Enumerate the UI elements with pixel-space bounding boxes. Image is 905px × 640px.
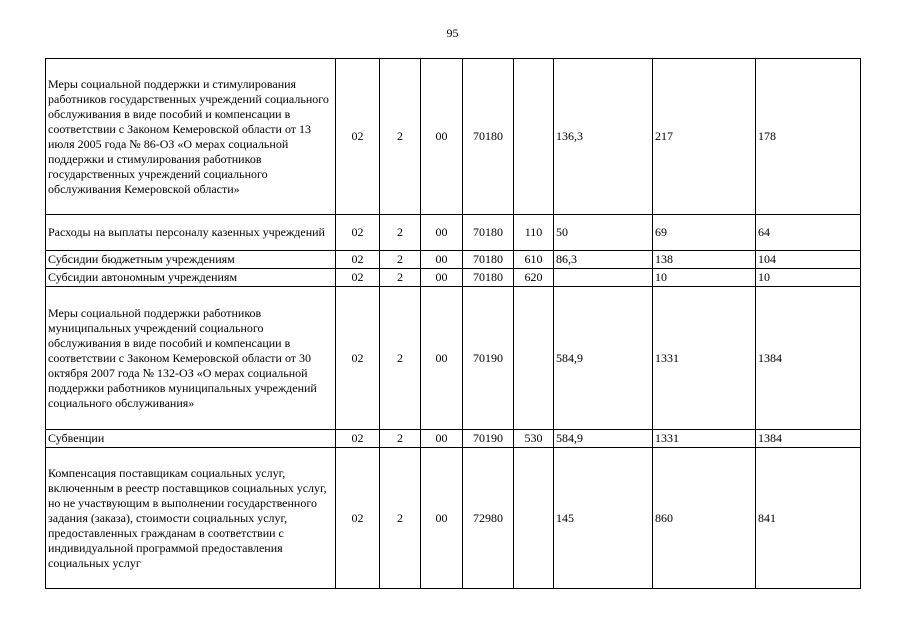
cell-value-3: 104	[756, 251, 861, 269]
table-row	[46, 59, 861, 215]
cell-subprogram: 00	[421, 269, 463, 287]
cell-program: 2	[380, 430, 421, 448]
cell-expense-type: 610	[514, 251, 554, 269]
cell-value-2: 138	[653, 251, 756, 269]
row-name: Меры социальной поддержки и стимулирования работников государственных учреждений социального обслуживания в виде пособий и компенсации в соответствии с Законом Кемеровской области от 13 июля 2005 года № 86-ОЗ «О мерах социальной поддержки и стимулирования работников государственных учреждений социального обслуживания Кемеровской области»	[46, 59, 336, 215]
cell-program: 2	[380, 59, 421, 215]
cell-direction: 70180	[463, 215, 514, 251]
cell-value-2: 69	[653, 215, 756, 251]
cell-value-2: 10	[653, 269, 756, 287]
cell-expense-type: 110	[514, 215, 554, 251]
cell-direction: 70190	[463, 287, 514, 430]
cell-subprogram: 00	[421, 215, 463, 251]
row-name: Субсидии бюджетным учреждениям	[46, 251, 336, 269]
cell-value-1: 584,9	[554, 430, 653, 448]
cell-subprogram: 00	[421, 430, 463, 448]
table-row	[46, 287, 861, 430]
cell-subprogram: 00	[421, 287, 463, 430]
cell-program: 2	[380, 215, 421, 251]
cell-value-3: 841	[756, 448, 861, 589]
cell-chapter: 02	[336, 287, 380, 430]
row-name: Субсидии автономным учреждениям	[46, 269, 336, 287]
cell-value-3: 1384	[756, 430, 861, 448]
table-row	[46, 251, 861, 269]
cell-value-1	[554, 269, 653, 287]
cell-subprogram: 00	[421, 251, 463, 269]
cell-chapter: 02	[336, 269, 380, 287]
table-row	[46, 269, 861, 287]
cell-value-1: 50	[554, 215, 653, 251]
table-row	[46, 215, 861, 251]
row-name: Компенсация поставщикам социальных услуг, включенным в реестр поставщиков социальных услуг, но не участвующим в выполнении государственного задания (заказа), стоимости социальных услуг, предоставленных гражданам в соответствии с индивидуальной программой предоставления социальных услуг	[46, 448, 336, 589]
cell-chapter: 02	[336, 251, 380, 269]
row-name: Субвенции	[46, 430, 336, 448]
cell-chapter: 02	[336, 448, 380, 589]
cell-expense-type: 620	[514, 269, 554, 287]
cell-direction: 70180	[463, 59, 514, 215]
cell-value-2: 217	[653, 59, 756, 215]
table-row	[46, 430, 861, 448]
budget-table	[45, 58, 861, 589]
cell-value-2: 860	[653, 448, 756, 589]
cell-value-3: 64	[756, 215, 861, 251]
cell-value-3: 178	[756, 59, 861, 215]
cell-value-1: 584,9	[554, 287, 653, 430]
cell-program: 2	[380, 251, 421, 269]
cell-chapter: 02	[336, 430, 380, 448]
cell-chapter: 02	[336, 215, 380, 251]
cell-program: 2	[380, 287, 421, 430]
cell-subprogram: 00	[421, 59, 463, 215]
cell-value-1: 86,3	[554, 251, 653, 269]
cell-program: 2	[380, 448, 421, 589]
cell-direction: 70190	[463, 430, 514, 448]
cell-value-2: 1331	[653, 430, 756, 448]
cell-value-3: 10	[756, 269, 861, 287]
row-name: Меры социальной поддержки работников муниципальных учреждений социального обслуживания в виде пособий и компенсации в соответствии с Законом Кемеровской области от 30 октября 2007 года № 132-ОЗ «О мерах социальной поддержки работников муниципальных учреждений социального обслуживания»	[46, 287, 336, 430]
cell-expense-type: 530	[514, 430, 554, 448]
cell-direction: 72980	[463, 448, 514, 589]
cell-chapter: 02	[336, 59, 380, 215]
cell-value-1: 145	[554, 448, 653, 589]
cell-value-2: 1331	[653, 287, 756, 430]
cell-direction: 70180	[463, 269, 514, 287]
cell-direction: 70180	[463, 251, 514, 269]
cell-subprogram: 00	[421, 448, 463, 589]
cell-expense-type	[514, 448, 554, 589]
cell-value-3: 1384	[756, 287, 861, 430]
table-row	[46, 448, 861, 589]
row-name: Расходы на выплаты персоналу казенных учреждений	[46, 215, 336, 251]
cell-expense-type	[514, 287, 554, 430]
cell-value-1: 136,3	[554, 59, 653, 215]
cell-expense-type	[514, 59, 554, 215]
page-number: 95	[446, 26, 459, 40]
cell-program: 2	[380, 269, 421, 287]
